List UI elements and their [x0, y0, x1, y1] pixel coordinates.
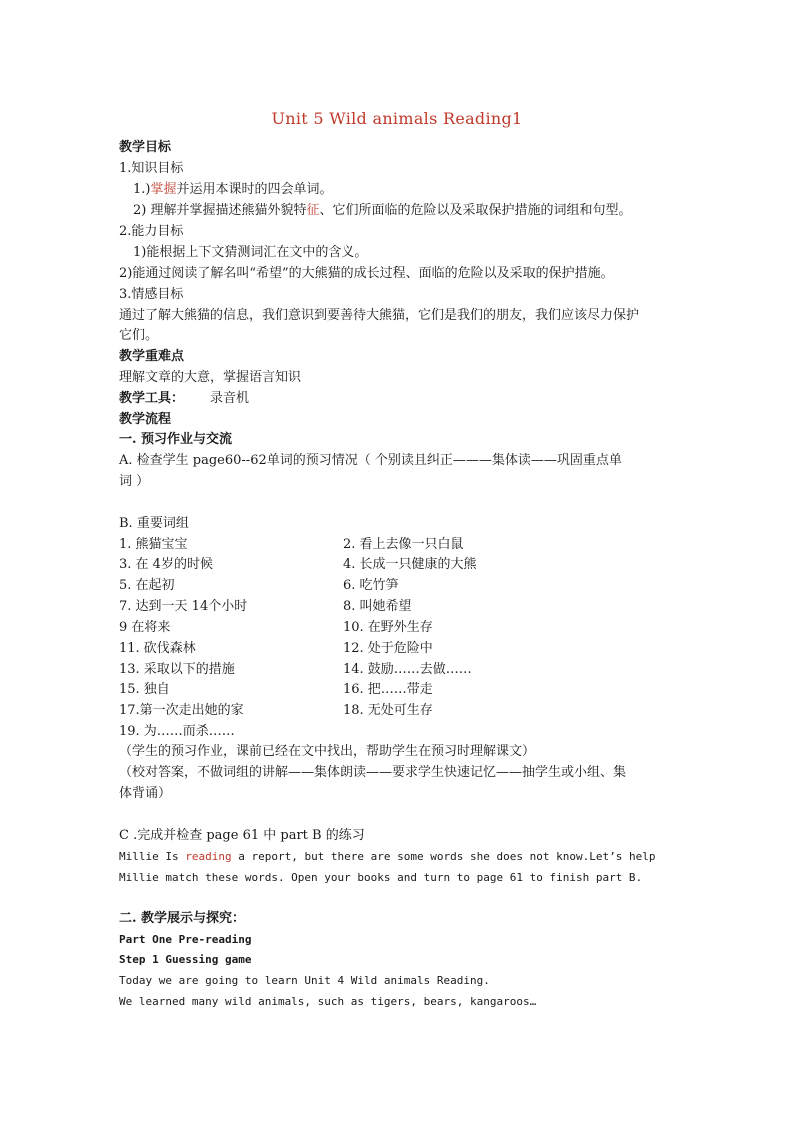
c-line-1-highlight: reading: [185, 850, 232, 863]
section-1-heading: 一. 预习作业与交流: [119, 432, 233, 447]
section-1-a-line-1: A. 检查学生 page60--62单词的预习情况（ 个别读且纠正———集体读——巩固重点单: [119, 453, 622, 468]
phrase-left: 19. 为……而杀……: [119, 724, 235, 739]
c-line-1-start: Millie Is: [119, 850, 186, 863]
knowledge-item-1-highlight: 掌握: [150, 182, 177, 197]
process-heading: 教学流程: [119, 412, 172, 427]
knowledge-item-2-text-c: 、它们所面临的危险以及采取保护措施的词组和句型。: [319, 203, 632, 218]
section-1-c-line-1: [119, 847, 655, 867]
section-1-note-2-line-1: （校对答案，不做词组的讲解——集体朗读——要求学生快速记忆——抽学生或小组、集: [119, 765, 627, 780]
phrase-right: 18. 无处可生存: [343, 703, 433, 718]
phrase-left: 15. 独自: [119, 682, 170, 697]
phrase-right: 16. 把……带走: [343, 682, 433, 697]
document-title: Unit 5 Wild animals Reading1: [271, 109, 523, 128]
section-1-b-heading: B. 重要词组: [119, 516, 189, 531]
phrase-right: 4. 长成一只健康的大熊: [343, 557, 477, 572]
section-1-c-line-2: Millie match these words. Open your books and turn to page 61 to finish part B.: [119, 871, 643, 884]
emotion-label: 3.情感目标: [119, 287, 184, 302]
ability-item-2: 2)能通过阅读了解名叫“希望”的大熊猫的成长过程、面临的危险以及采取的保护措施。: [119, 266, 614, 281]
phrase-left: 17.第一次走出她的家: [119, 703, 244, 718]
knowledge-item-2-text-a: 2) 理解并掌握描述熊猫外貌特: [133, 203, 307, 218]
section-1-note-2-line-2: 体背诵）: [119, 786, 172, 801]
emotion-text-line-1: 通过了解大熊猫的信息，我们意识到要善待大熊猫，它们是我们的朋友，我们应该尽力保护: [119, 308, 640, 323]
phrase-right: 2. 看上去像一只白鼠: [343, 537, 464, 552]
phrase-left: 1. 熊猫宝宝: [119, 537, 188, 552]
tools-line: [119, 389, 249, 409]
section-1-c-heading: C .完成并检查 page 61 中 part B 的练习: [119, 828, 365, 843]
section-2-part-one: Part One Pre-reading: [119, 933, 252, 946]
phrase-left: 13. 采取以下的措施: [119, 662, 235, 677]
knowledge-item-1-text: 并运用本课时的四会单词。: [176, 182, 333, 197]
tools-value: 录音机: [210, 391, 250, 406]
phrase-left: 5. 在起初: [119, 578, 175, 593]
ability-label: 2.能力目标: [119, 224, 184, 239]
key-points-heading: 教学重难点: [119, 349, 185, 364]
section-2-step-1: Step 1 Guessing game: [119, 953, 252, 966]
phrase-right: 12. 处于危险中: [343, 641, 433, 656]
tools-label: 教学工具：: [119, 391, 185, 406]
phrase-left: 7. 达到一天 14个小时: [119, 599, 248, 614]
knowledge-item-2: [133, 201, 632, 221]
section-1-a-line-2: 词 ）: [119, 474, 150, 489]
phrase-right: 6. 吃竹笋: [343, 578, 399, 593]
knowledge-label: 1.知识目标: [119, 161, 184, 176]
c-line-1-end: a report, but there are some words she does not know.Let’s help: [231, 850, 656, 863]
knowledge-item-2-highlight: 征: [306, 203, 320, 218]
ability-item-1: 1)能根据上下文猜测词汇在文中的含义。: [133, 245, 368, 260]
phrase-left: 9 在将来: [119, 620, 171, 635]
section-2-line-2: We learned many wild animals, such as tigers, bears, kangaroos…: [119, 995, 537, 1008]
phrase-right: 8. 叫她希望: [343, 599, 412, 614]
section-2-line-1: Today we are going to learn Unit 4 Wild animals Reading.: [119, 974, 490, 987]
phrase-right: 14. 鼓励……去做……: [343, 662, 472, 677]
phrase-right: 10. 在野外生存: [343, 620, 433, 635]
knowledge-item-1-num: 1.): [133, 182, 151, 197]
knowledge-item-1: [133, 180, 333, 200]
phrase-left: 11. 砍伐森林: [119, 641, 196, 656]
section-1-note-1: （学生的预习作业，课前已经在文中找出，帮助学生在预习时理解课文）: [119, 744, 536, 759]
section-2-heading: 二. 教学展示与探究：: [119, 911, 246, 926]
objectives-heading: 教学目标: [119, 140, 172, 155]
phrase-left: 3. 在 4岁的时候: [119, 557, 213, 572]
key-points-text: 理解文章的大意，掌握语言知识: [119, 370, 302, 385]
emotion-text-line-2: 它们。: [119, 328, 159, 343]
